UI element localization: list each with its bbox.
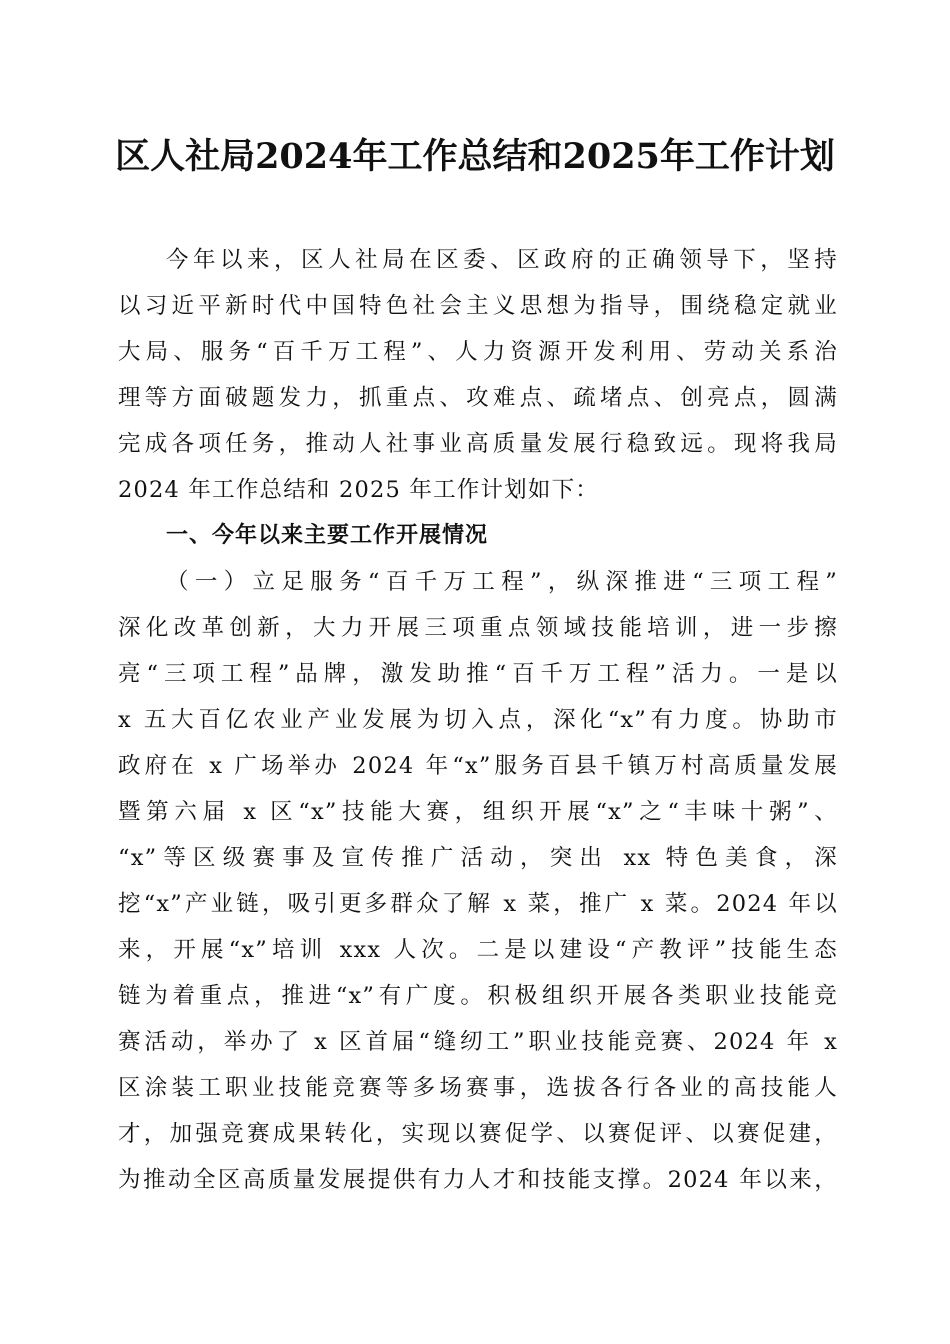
section-heading: 一、今年以来主要工作开展情况 xyxy=(166,523,489,548)
section-line: “x”等区级赛事及宣传推广活动，突出 xx 特色美食，深 xyxy=(118,845,838,871)
document-title: 区人社局2024年工作总结和2025年工作计划 xyxy=(115,136,835,177)
section-line: x 五大百亿农业产业发展为切入点，深化“x”有力度。协助市 xyxy=(118,707,838,733)
section-line: 才，加强竞赛成果转化，实现以赛促学、以赛促评、以赛促建， xyxy=(118,1121,838,1147)
intro-line: 今年以来，区人社局在区委、区政府的正确领导下，坚持 xyxy=(166,247,838,273)
section-line: 深化改革创新，大力开展三项重点领域技能培训，进一步擦 xyxy=(118,615,838,641)
section-line: （一）立足服务“百千万工程”，纵深推进“三项工程” xyxy=(166,569,838,595)
section-line: 赛活动，举办了 x 区首届“缝纫工”职业技能竞赛、2024 年 x xyxy=(118,1029,838,1055)
section-line: 区涂装工职业技能竞赛等多场赛事，选拔各行各业的高技能人 xyxy=(118,1075,838,1101)
section-line: 政府在 x 广场举办 2024 年“x”服务百县千镇万村高质量发展 xyxy=(118,753,838,779)
document-body xyxy=(118,237,838,1203)
intro-line: 大局、服务“百千万工程”、人力资源开发利用、劳动关系治 xyxy=(118,339,838,365)
section-line: 来，开展“x”培训 xxx 人次。二是以建设“产教评”技能生态 xyxy=(118,937,838,963)
section-line: 亮“三项工程”品牌，激发助推“百千万工程”活力。一是以 xyxy=(118,661,838,687)
section-line: 暨第六届 x 区“x”技能大赛，组织开展“x”之“丰味十粥”、 xyxy=(118,799,838,825)
intro-line: 理等方面破题发力，抓重点、攻难点、疏堵点、创亮点，圆满 xyxy=(118,385,838,411)
section-line: 为推动全区高质量发展提供有力人才和技能支撑。2024 年以来， xyxy=(118,1167,838,1193)
section-line: 链为着重点，推进“x”有广度。积极组织开展各类职业技能竞 xyxy=(118,983,838,1009)
section-line: 挖“x”产业链，吸引更多群众了解 x 菜，推广 x 菜。2024 年以 xyxy=(118,891,838,917)
intro-line: 2024 年工作总结和 2025 年工作计划如下： xyxy=(118,477,599,503)
intro-line: 完成各项任务，推动人社事业高质量发展行稳致远。现将我局 xyxy=(118,431,838,457)
intro-line: 以习近平新时代中国特色社会主义思想为指导，围绕稳定就业 xyxy=(118,293,838,319)
